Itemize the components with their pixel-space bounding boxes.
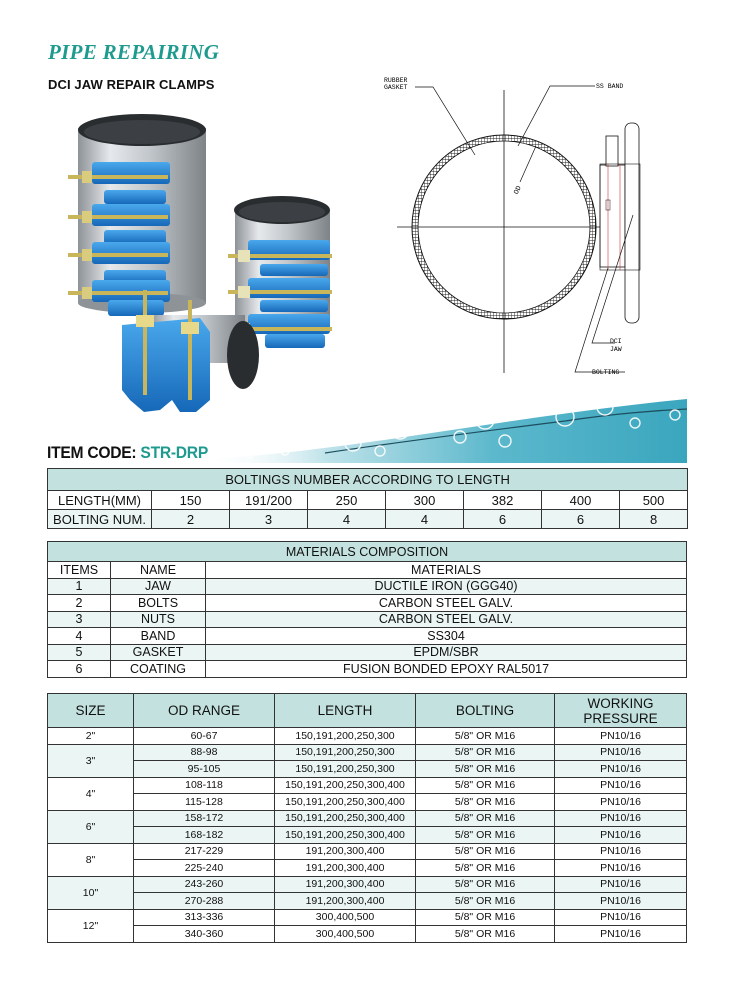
size-cell: 4": [48, 777, 134, 810]
bolting-num-cell: 4: [308, 510, 386, 529]
item-name: BOLTS: [111, 595, 206, 612]
product-photo: [60, 100, 360, 430]
table-row: [48, 578, 687, 595]
table-row: [48, 728, 687, 745]
cross-section-diagram: [370, 60, 690, 390]
column-header-working-pressure: [555, 694, 687, 728]
bolting-cell: 5/8" OR M16: [416, 860, 555, 877]
bolting-cell: 5/8" OR M16: [416, 761, 555, 778]
pressure-cell: PN10/16: [555, 744, 687, 761]
table-row: [48, 777, 687, 794]
pressure-cell: PN10/16: [555, 810, 687, 827]
item-code-value: STR-DRP: [140, 443, 208, 462]
item-number: 4: [48, 628, 111, 645]
boltings-table: [47, 468, 688, 529]
pressure-cell: PN10/16: [555, 777, 687, 794]
item-material: CARBON STEEL GALV.: [206, 595, 687, 612]
boltings-table-title: BOLTINGS NUMBER ACCORDING TO LENGTH: [48, 469, 688, 491]
length-cell: 191/200: [230, 491, 308, 510]
length-cell: 400: [542, 491, 620, 510]
bolting-cell: 5/8" OR M16: [416, 810, 555, 827]
length-cell: 191,200,300,400: [275, 876, 416, 893]
table-row: [48, 611, 687, 628]
item-name: JAW: [111, 578, 206, 595]
column-header-od-range: OD RANGE: [134, 694, 275, 728]
pressure-cell: PN10/16: [555, 728, 687, 745]
table-row: [48, 827, 687, 844]
od-range-cell: 243-260: [134, 876, 275, 893]
table-row: [48, 661, 687, 678]
od-range-cell: 108-118: [134, 777, 275, 794]
od-range-cell: 158-172: [134, 810, 275, 827]
bolting-cell: 5/8" OR M16: [416, 728, 555, 745]
table-row: [48, 876, 687, 893]
table-row: [48, 644, 687, 661]
table-row: [48, 893, 687, 910]
length-cell: 150: [152, 491, 230, 510]
table-row: [48, 926, 687, 943]
row-label-length: LENGTH(MM): [48, 491, 152, 510]
length-cell: 250: [308, 491, 386, 510]
length-cell: 150,191,200,250,300: [275, 728, 416, 745]
table-row: [48, 909, 687, 926]
bolting-num-cell: 6: [542, 510, 620, 529]
table-row: [48, 843, 687, 860]
length-cell: 150,191,200,250,300: [275, 744, 416, 761]
item-material: SS304: [206, 628, 687, 645]
table-row: [48, 810, 687, 827]
length-cell: 300,400,500: [275, 926, 416, 943]
materials-table: [47, 541, 687, 678]
product-subtitle: DCI JAW REPAIR CLAMPS: [48, 77, 215, 92]
pressure-cell: PN10/16: [555, 860, 687, 877]
length-cell: 300: [386, 491, 464, 510]
bolting-cell: 5/8" OR M16: [416, 909, 555, 926]
length-cell: 150,191,200,250,300,400: [275, 794, 416, 811]
item-code-label: ITEM CODE:: [47, 443, 141, 462]
column-header: NAME: [111, 562, 206, 579]
length-cell: 191,200,300,400: [275, 893, 416, 910]
diagram-label-dci-jaw-2: JAW: [610, 346, 622, 353]
table-row: [48, 860, 687, 877]
item-number: 3: [48, 611, 111, 628]
table-row: [48, 628, 687, 645]
length-cell: 150,191,200,250,300,400: [275, 810, 416, 827]
column-header: MATERIALS: [206, 562, 687, 579]
item-material: DUCTILE IRON (GGG40): [206, 578, 687, 595]
header-line: PRESSURE: [583, 710, 658, 726]
column-header-bolting: BOLTING: [416, 694, 555, 728]
bolting-cell: 5/8" OR M16: [416, 893, 555, 910]
length-cell: 150,191,200,250,300: [275, 761, 416, 778]
item-material: EPDM/SBR: [206, 644, 687, 661]
od-range-cell: 60-67: [134, 728, 275, 745]
size-cell: 8": [48, 843, 134, 876]
table-row: [48, 794, 687, 811]
bolting-cell: 5/8" OR M16: [416, 926, 555, 943]
bolting-num-cell: 6: [464, 510, 542, 529]
od-range-cell: 168-182: [134, 827, 275, 844]
od-range-cell: 340-360: [134, 926, 275, 943]
item-name: GASKET: [111, 644, 206, 661]
length-cell: 191,200,300,400: [275, 860, 416, 877]
bolting-cell: 5/8" OR M16: [416, 794, 555, 811]
pressure-cell: PN10/16: [555, 876, 687, 893]
bolting-cell: 5/8" OR M16: [416, 777, 555, 794]
diagram-label-od: OD: [512, 184, 524, 196]
table-row: [48, 744, 687, 761]
pressure-cell: PN10/16: [555, 761, 687, 778]
bolting-num-cell: 8: [620, 510, 688, 529]
item-material: FUSION BONDED EPOXY RAL5017: [206, 661, 687, 678]
diagram-label-dci-jaw: DCI: [610, 338, 622, 345]
size-specification-table: [47, 693, 687, 943]
size-cell: 10": [48, 876, 134, 909]
length-cell: 300,400,500: [275, 909, 416, 926]
pressure-cell: PN10/16: [555, 843, 687, 860]
length-cell: 500: [620, 491, 688, 510]
size-cell: 3": [48, 744, 134, 777]
od-range-cell: 270-288: [134, 893, 275, 910]
item-name: COATING: [111, 661, 206, 678]
length-cell: 150,191,200,250,300,400: [275, 827, 416, 844]
length-cell: 191,200,300,400: [275, 843, 416, 860]
pressure-cell: PN10/16: [555, 893, 687, 910]
item-number: 2: [48, 595, 111, 612]
item-code: [47, 443, 208, 463]
table-row: [48, 761, 687, 778]
bolting-cell: 5/8" OR M16: [416, 827, 555, 844]
page-title: PIPE REPAIRING: [48, 40, 220, 64]
header-line: WORKING: [587, 695, 654, 711]
diagram-label-rubber-gasket-2: GASKET: [384, 84, 408, 91]
pressure-cell: PN10/16: [555, 794, 687, 811]
diagram-label-ss-band: SS BAND: [596, 83, 624, 90]
bolting-cell: 5/8" OR M16: [416, 876, 555, 893]
table-row: [48, 595, 687, 612]
item-material: CARBON STEEL GALV.: [206, 611, 687, 628]
bolting-num-cell: 3: [230, 510, 308, 529]
bolting-cell: 5/8" OR M16: [416, 843, 555, 860]
od-range-cell: 95-105: [134, 761, 275, 778]
length-cell: 150,191,200,250,300,400: [275, 777, 416, 794]
bolting-cell: 5/8" OR M16: [416, 744, 555, 761]
column-header-length: LENGTH: [275, 694, 416, 728]
item-name: BAND: [111, 628, 206, 645]
bolting-num-cell: 4: [386, 510, 464, 529]
column-header-size: SIZE: [48, 694, 134, 728]
length-cell: 382: [464, 491, 542, 510]
od-range-cell: 115-128: [134, 794, 275, 811]
column-header: ITEMS: [48, 562, 111, 579]
diagram-label-rubber-gasket: RUBBER: [384, 77, 408, 84]
item-number: 1: [48, 578, 111, 595]
bolting-num-cell: 2: [152, 510, 230, 529]
water-splash-banner: [205, 393, 687, 463]
size-cell: 2": [48, 728, 134, 745]
item-number: 6: [48, 661, 111, 678]
size-cell: 6": [48, 810, 134, 843]
diagram-label-bolting: BOLTING: [592, 369, 620, 376]
item-number: 5: [48, 644, 111, 661]
od-range-cell: 88-98: [134, 744, 275, 761]
pressure-cell: PN10/16: [555, 909, 687, 926]
od-range-cell: 217-229: [134, 843, 275, 860]
size-cell: 12": [48, 909, 134, 942]
pressure-cell: PN10/16: [555, 926, 687, 943]
od-range-cell: 313-336: [134, 909, 275, 926]
materials-table-title: MATERIALS COMPOSITION: [48, 542, 687, 562]
od-range-cell: 225-240: [134, 860, 275, 877]
item-name: NUTS: [111, 611, 206, 628]
row-label-bolting-num: BOLTING NUM.: [48, 510, 152, 529]
pressure-cell: PN10/16: [555, 827, 687, 844]
